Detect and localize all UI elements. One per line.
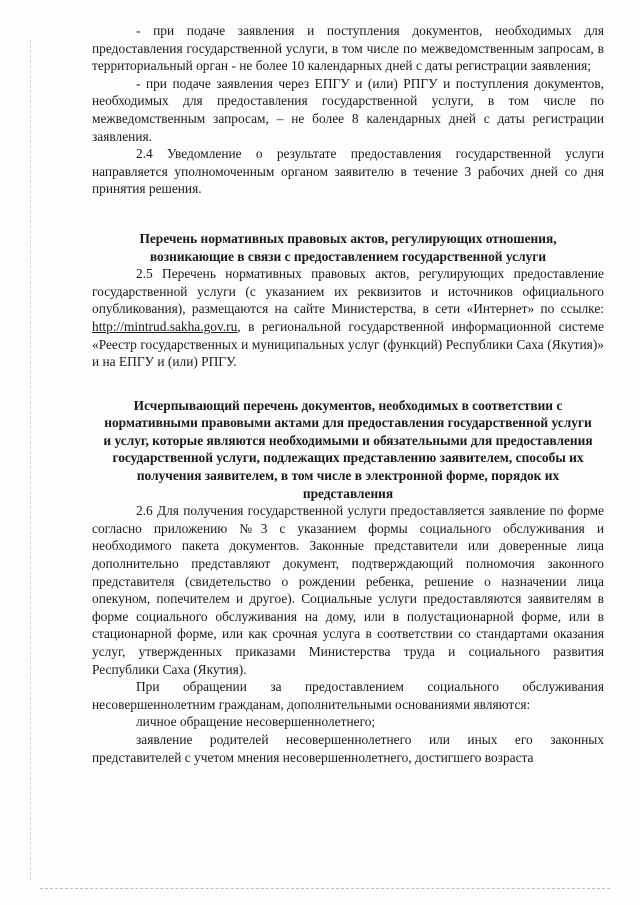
scan-margin-marks <box>30 40 32 880</box>
paragraph-2-6: 2.6 Для получения государственной услуги предоставляется заявление по форме согласно приложению №3 с указанием формы социального обслуживания и необходимого пакета документов. Законные представители или доверенные лица дополнительно представляют документ, подтверждающий полномочия законного представителя (свидетельство о рождении ребенка, решение о назначении лица опекуном, попечителем и другое). Социальные услуги предоставляются заявителям в форме социального обслуживания на дому, или в полустационарной форме, или в стационарной форме, или как срочная услуга в соответствии со стандартами оказания услуг, утвержденных приказами Министерства труда и социального развития Республики Саха (Якутия). <box>92 503 604 677</box>
paragraph-2-5-start: 2.5 Перечень нормативных правовых актов, регулирующих предоставление государственной услуги (с указанием их реквизитов и источников официального опубликования), размещаются на сайте Министерства, в сети «Интернет» по ссылке: <box>92 266 604 317</box>
paragraph-deadline-territorial: - при подаче заявления и поступления документов, необходимых для предоставления государственной услуги, в том числе по межведомственным запросам, в территориальный орган - не более 10 календарных дней с даты регистрации заявления; <box>92 23 604 74</box>
scan-bottom-line <box>40 888 610 889</box>
paragraph-2-5-end: , в региональной государственной информационной системе «Реестр государственных и муниципальных услуг (функций) Республики Саха (Якутия)» и на ЕПГУ и (или) РПГУ. <box>92 318 604 370</box>
paragraph-deadline-epgu: - при подаче заявления через ЕПГУ и (или) РПГУ и поступления документов, необходимых для предоставления государственной услуги, в том числе по межведомственным запросам, – не более 8 календарных дней с даты регистрации заявления. <box>92 75 604 144</box>
heading-legal-acts: Перечень нормативных правовых актов, регулирующих отношения, возникающие в связи с предоставлением государственной услуги <box>139 230 557 264</box>
document-body <box>92 22 604 766</box>
paragraph-2-5 <box>92 265 604 371</box>
paragraph-parents-request: заявление родителей несовершеннолетнего или иных его законных представителей с учетом мнения несовершеннолетнего, достигшего возраста <box>92 731 604 765</box>
paragraph-2-4: 2.4 Уведомление о результате предоставления государственной услуги направляется уполномоченным органом заявителю в течение 3 рабочих дней со дня принятия решения. <box>92 146 604 197</box>
heading-documents-list: Исчерпывающий перечень документов, необходимых в соответствии с нормативными правовыми актами для предоставления государственной услуги и услуг, которые являются необходимыми и обязательными для предоставления государственной услуги, подлежащих представлению заявителем, способы их получения заявителем, в том числе в электронной форме, порядок их представления <box>103 397 593 501</box>
paragraph-personal-request: личное обращение несовершеннолетнего; <box>136 714 376 730</box>
paragraph-minors: При обращении за предоставлением социального обслуживания несовершеннолетним гражданам, дополнительными основаниями являются: <box>92 679 604 712</box>
ministry-site-link[interactable]: http://mintrud.sakha.gov.ru <box>92 318 238 334</box>
